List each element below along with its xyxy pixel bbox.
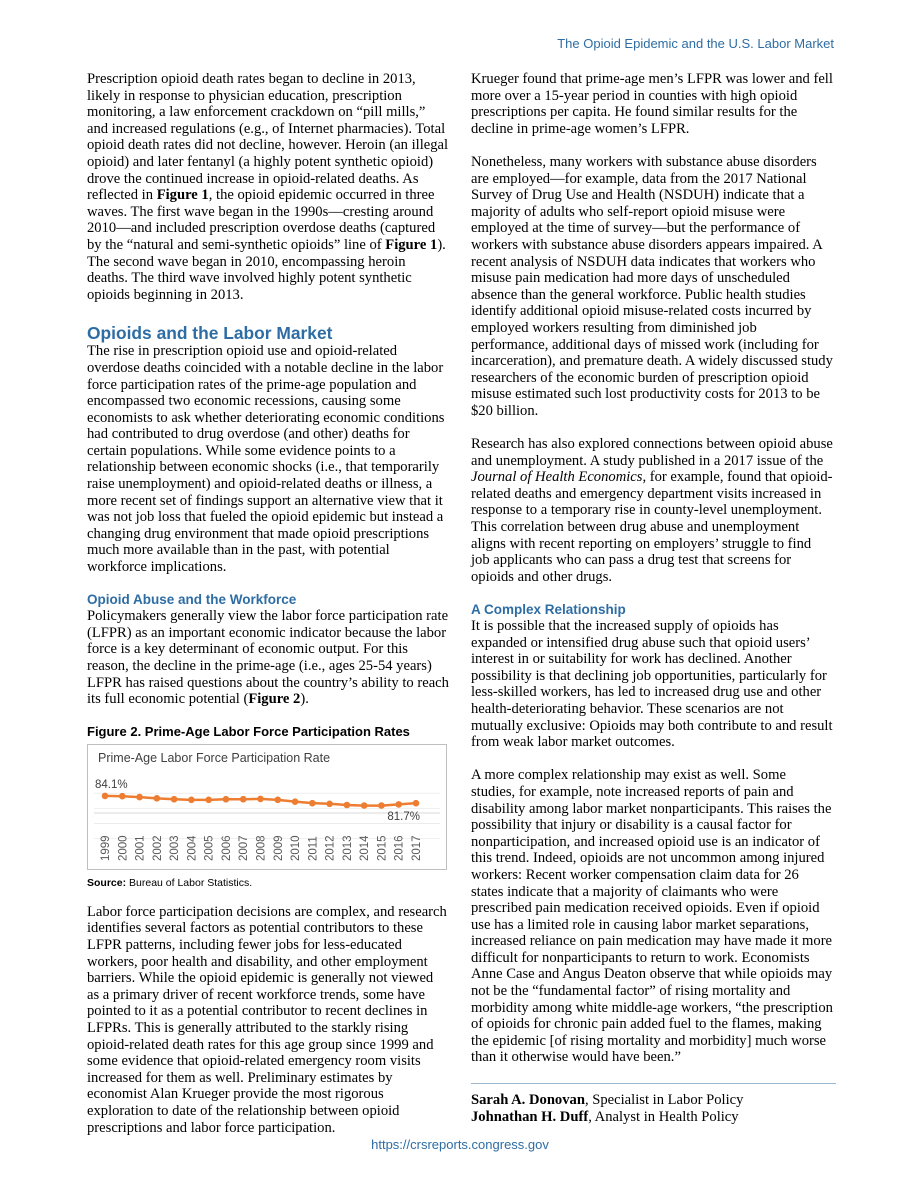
x-tick-2014: 2014 bbox=[359, 835, 372, 861]
data-label-first: 84.1% bbox=[95, 778, 128, 791]
author-1: Sarah A. Donovan, Specialist in Labor Policy bbox=[471, 1092, 744, 1109]
x-tick-2008: 2008 bbox=[255, 835, 268, 861]
lfpr-chart bbox=[87, 744, 447, 870]
x-tick-2007: 2007 bbox=[238, 835, 251, 861]
x-tick-1999: 1999 bbox=[100, 835, 112, 861]
data-point-2014 bbox=[361, 802, 368, 809]
data-point-2015 bbox=[378, 802, 385, 809]
x-tick-2011: 2011 bbox=[307, 836, 320, 861]
running-header: The Opioid Epidemic and the U.S. Labor Market bbox=[557, 36, 834, 51]
x-tick-2006: 2006 bbox=[220, 835, 233, 861]
data-point-2008 bbox=[257, 795, 264, 802]
x-tick-2015: 2015 bbox=[376, 835, 389, 861]
paragraph-prescription-decline: Prescription opioid death rates began to decline in 2013, likely in response to physician education, prescription monitoring, a law enforcement crackdown on “pill mills,” and increased regulations (e.g., of Internet pharmacies). Total opioid death rates did not decline, however. Heroin (an illegal opioid) and later fentanyl (a highly potent synthetic opioid) drove the continued increase in opioid-related deaths. As reflected in Figure 1, the opioid epidemic occurred in three waves. The first wave began in the 1990s—cresting around 2010—and included prescription overdose deaths (captured by the “natural and semi-synthetic opioids” line of Figure 1). The second wave began in 2010, encompassing heroin deaths. The third wave involved highly potent synthetic opioids beginning in 2013. bbox=[87, 71, 449, 303]
x-tick-2002: 2002 bbox=[151, 835, 164, 861]
data-point-2010 bbox=[292, 798, 299, 805]
figure-2-title: Figure 2. Prime-Age Labor Force Participation Rates bbox=[87, 723, 410, 739]
x-tick-2000: 2000 bbox=[117, 835, 130, 861]
data-point-2003 bbox=[171, 796, 178, 803]
paragraph-lfpr-decisions: Labor force participation decisions are complex, and research identifies several factors as potential contributors to these LFPR patterns, including fewer jobs for less-educated workers, poor health and disability, and other employment barriers. While the opioid epidemic is generally not viewed as a primary driver of recent workforce trends, some have pointed to it as a potential contributor to recent declines in LFPRs. This is generally attributed to the starkly rising opioid-related death rates for this age group since 1999 and some evidence that opioid-related emergency room visits increased for them as well. Preliminary estimates by economist Alan Krueger provide the most rigorous exploration to date of the relationship between opioid prescriptions and labor force participation. bbox=[87, 903, 447, 1136]
data-point-2017 bbox=[413, 800, 420, 807]
data-point-2004 bbox=[188, 796, 195, 803]
signature-divider bbox=[471, 1083, 836, 1084]
data-point-2007 bbox=[240, 796, 247, 803]
x-tick-2013: 2013 bbox=[341, 835, 354, 861]
paragraph-unemployment: Research has also explored connections between opioid abuse and unemployment. A study published in a 2017 issue of the Journal of Health Economics, for example, found that opioid-related deaths and emergency department visits increased in response to a temporary rise in county-level unemployment. This correlation between drug abuse and unemployment aligns with recent reporting on employers’ struggle to find job applicants who can pass a drug test that screens for opioids and other drugs. bbox=[471, 436, 833, 585]
paragraph-complex: A more complex relationship may exist as well. Some studies, for example, note increased reports of pain and disability among labor market nonparticipants. This raises the possibility that injury or disability is a causal factor for nonparticipation, and increased opioid use is an indicator of this trend. Indeed, opioids are not uncommon among injured workers: Recent worker compensation claim data for 26 states indicate that a majority of claimants who were prescribed pain medication received opioids. Even if opioid use has a limited role in causing labor market separations, increased reliance on pain medication may have made it more difficult for nonparticipants to return to work. Economists Anne Case and Angus Deaton observe that while opioids may not be the “fundamental factor” of rising mortality and morbidity among white middle-age workers, “the prescription of opioids for chronic pain added fuel to the flames, making the epidemic [of rising mortality and morbidity] much worse than it otherwise would have been.” bbox=[471, 767, 833, 1066]
x-tick-2003: 2003 bbox=[169, 835, 182, 861]
subheading-complex-relationship: A Complex Relationship bbox=[471, 602, 626, 617]
paragraph-lfpr: Policymakers generally view the labor force participation rate (LFPR) as an important economic indicator because the labor force is a key determinant of economic output. For this reason, the decline in the prime-age (i.e., ages 25-54 years) LFPR has raised questions about the country’s ability to reach its full economic potential (Figure 2). bbox=[87, 608, 449, 708]
data-point-2016 bbox=[395, 801, 402, 808]
data-point-1999 bbox=[102, 792, 109, 799]
data-label-last: 81.7% bbox=[387, 810, 420, 823]
footer-url[interactable]: https://crsreports.congress.gov bbox=[371, 1137, 549, 1152]
figure-source: Source: Bureau of Labor Statistics. bbox=[87, 876, 253, 889]
chart-title: Prime-Age Labor Force Participation Rate bbox=[98, 750, 331, 765]
lfpr-chart-svg bbox=[88, 745, 446, 869]
paragraph-possibilities: It is possible that the increased supply of opioids has expanded or intensified drug abuse such that opioid users’ interest in or suitability for work has declined. Another possibility is that declining job opportunities, particularly for less-skilled workers, has led to increased drug use and other health-deteriorating behavior. These scenarios are not mutually exclusive: Opioids may both contribute to and result from weak labor market outcomes. bbox=[471, 618, 833, 751]
x-tick-2004: 2004 bbox=[186, 835, 199, 861]
x-tick-2010: 2010 bbox=[290, 835, 303, 861]
x-tick-2017: 2017 bbox=[411, 835, 423, 861]
data-point-2000 bbox=[119, 793, 126, 800]
left-column bbox=[87, 71, 449, 1136]
data-point-2012 bbox=[326, 800, 333, 807]
section-heading-labor-market: Opioids and the Labor Market bbox=[87, 323, 333, 344]
x-tick-2001: 2001 bbox=[134, 835, 147, 861]
x-tick-2016: 2016 bbox=[393, 835, 406, 861]
data-point-2002 bbox=[154, 795, 161, 802]
data-point-2011 bbox=[309, 800, 316, 807]
data-point-2006 bbox=[223, 796, 230, 803]
subheading-abuse-workforce: Opioid Abuse and the Workforce bbox=[87, 592, 297, 608]
author-2: Johnathan H. Duff, Analyst in Health Policy bbox=[471, 1108, 739, 1125]
data-point-2005 bbox=[205, 796, 212, 803]
right-column bbox=[471, 71, 833, 1126]
x-tick-2012: 2012 bbox=[324, 835, 337, 861]
data-point-2001 bbox=[136, 794, 143, 801]
paragraph-labor-market: The rise in prescription opioid use and opioid-related overdose deaths coincided with a notable decline in the labor force participation rates of the prime-age population and encompassed two economic recessions, causing some economists to ask whether deteriorating economic conditions had contributed to drug overdose (and other) deaths for certain populations. While some evidence points to a relationship between economic shocks (i.e., that temporarily raise unemployment) and opioid-related deaths or illness, a more recent set of findings support an alternative view that it was not job loss that fueled the opioid epidemic but instead a changing drug environment that made opioid prescriptions much more available than in the past, with potential workforce implications. bbox=[87, 343, 445, 576]
x-tick-2005: 2005 bbox=[203, 835, 216, 861]
data-point-2013 bbox=[344, 801, 351, 808]
paragraph-krueger: Krueger found that prime-age men’s LFPR was lower and fell more over a 15-year period in counties with high opioid prescriptions per capita. He found similar results for the decline in prime-age women’s LFPR. bbox=[471, 71, 833, 137]
data-point-2009 bbox=[274, 796, 281, 803]
x-tick-2009: 2009 bbox=[272, 835, 285, 861]
paragraph-nsduh: Nonetheless, many workers with substance abuse disorders are employed—for example, data from the 2017 National Survey of Drug Use and Health (NSDUH) indicate that a majority of adults who self-report opioid misuse were employed at the time of survey—but the performance of workers with substance abuse disorders appears impaired. A recent analysis of NSDUH data indicates that workers who misuse pain medication had more days of unscheduled absence than the general workforce. Public health studies identify additional opioid misuse-related costs incurred by employed workers resulting from diminished job performance, additional days of missed work (including for incarceration), and premature death. A widely discussed study researchers of the economic burden of prescription opioid misuse estimated such lost productivity costs for 2013 to be $20 billion. bbox=[471, 153, 833, 419]
